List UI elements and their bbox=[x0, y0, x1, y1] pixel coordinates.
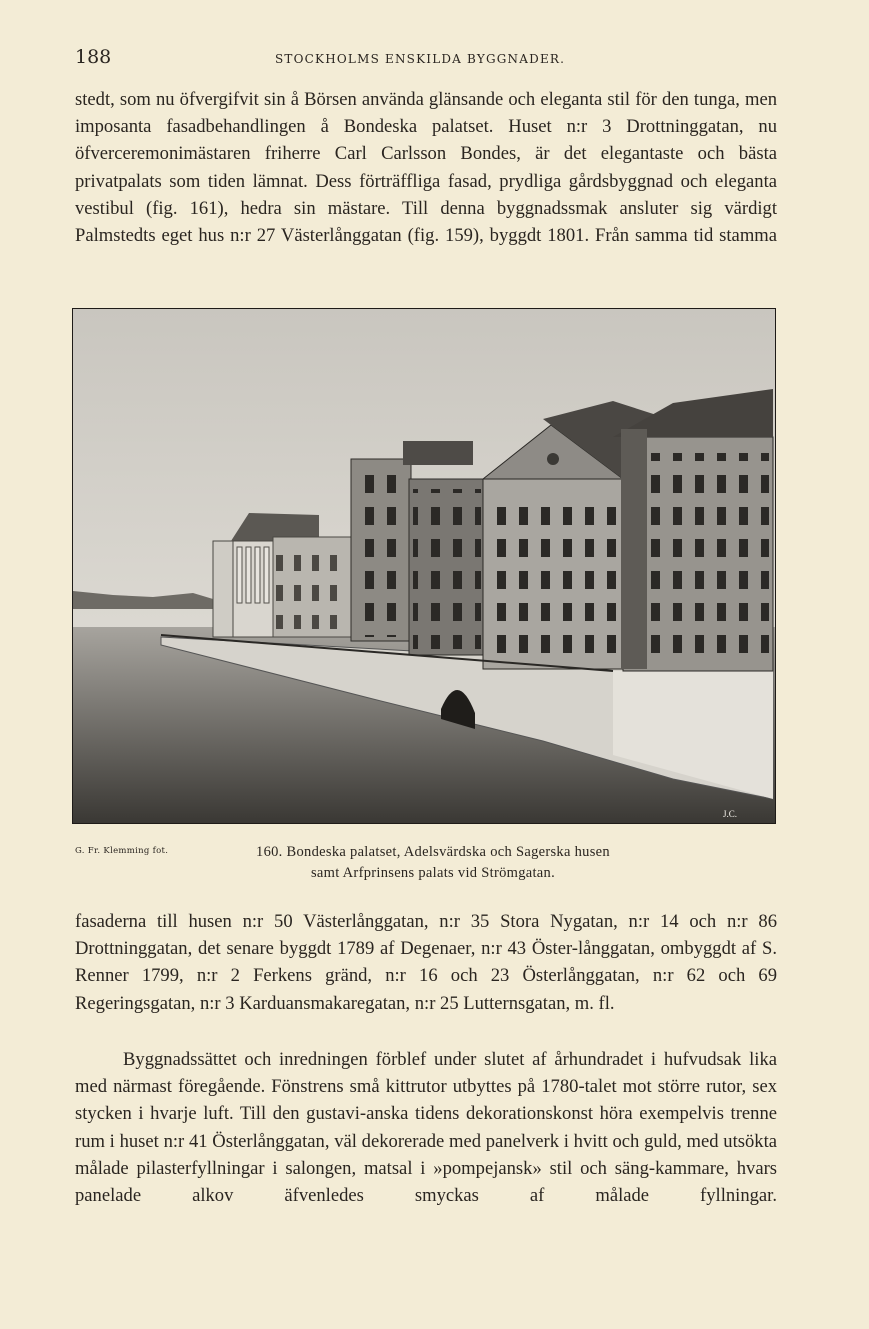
page-number: 188 bbox=[75, 46, 112, 68]
caption-line-2: samt Arfprinsens palats vid Strömgatan. bbox=[310, 865, 556, 881]
caption-line-1: 160. Bondeska palatset, Adelsvärdska och Sagerska husen bbox=[256, 844, 610, 860]
photo-credit: G. Fr. Klemming fot. bbox=[75, 846, 169, 856]
street-scene-illustration bbox=[73, 309, 775, 823]
figure-photograph bbox=[72, 308, 776, 824]
engraver-mark: J.C. bbox=[723, 809, 738, 819]
running-title: STOCKHOLMS ENSKILDA BYGGNADER. bbox=[275, 52, 566, 66]
paragraph-1: stedt, som nu öfvergifvit sin å Börsen använda glänsande och eleganta stil för den tunga, men imposanta fasadbehandlingen å Bondeska palatset. Huset n:r 3 Drottninggatan, nu öfverceremonimästaren friherre Carl Carlsson Bondes, är det elegantaste och bästa privatpalats som tiden lämnat. Dess förträffliga fasad, prydliga gårdsbyggnad och eleganta vestibul (fig. 161), hedra sin mästare. Till denna byggnadssmak ansluter sig värdigt Palmstedts eget hus n:r 27 Västerlånggatan (fig. 159), byggdt 1801. Från samma tid stamma bbox=[75, 89, 777, 247]
figure-caption bbox=[213, 842, 653, 884]
paragraph-3: Byggnadssättet och inredningen förblef under slutet af århundradet i hufvudsak lika med närmast föregående. Fönstrens små kittrutor utbyttes på 1780-talet mot större rutor, sex stycken i hvarje luft. Till den gustavi-anska tidens dekorationskonst höra exempelvis trenne rum i huset n:r 41 Österlånggatan, väl dekorerade med panelverk i hvitt och guld, med utsökta målade pilasterfyllningar i salongen, matsal i »pompejansk» stil och säng-kammare, hvars panelade alkov äfvenledes smyckas af målade fyllningar. bbox=[75, 1049, 777, 1207]
paragraph-2: fasaderna till husen n:r 50 Västerlånggatan, n:r 35 Stora Nygatan, n:r 14 och n:r 86 Drottninggatan, det senare byggdt 1789 af Degenaer, n:r 43 Öster-långgatan, ombyggdt af S. Renner 1799, n:r 2 Ferkens gränd, n:r 16 och 23 Österlånggatan, n:r 62 och 69 Regeringsgatan, n:r 3 Karduansmakaregatan, n:r 25 Lutternsgatan, m. fl. bbox=[75, 911, 777, 1014]
